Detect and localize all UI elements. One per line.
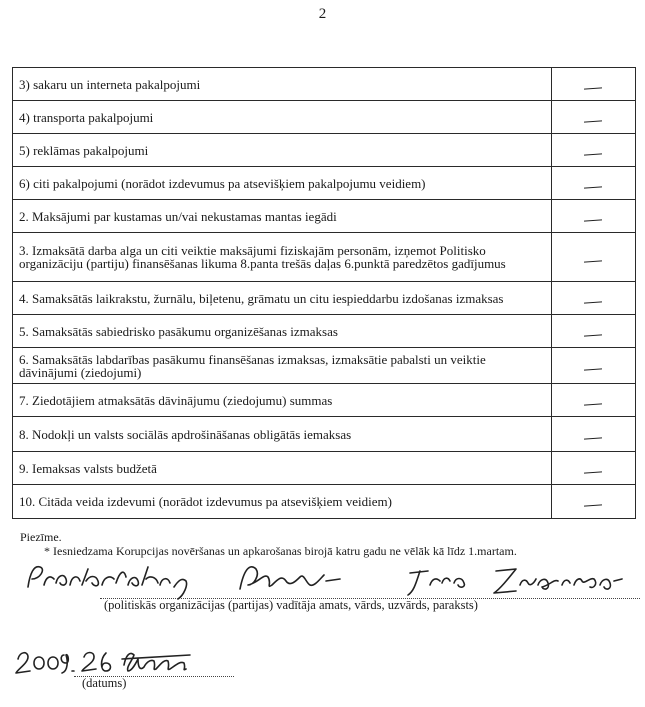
dash-mark — [584, 219, 602, 221]
handwritten-signature — [10, 555, 635, 603]
row-value — [551, 348, 635, 384]
row-value — [551, 417, 635, 452]
row-label: 4) transporta pakalpojumi — [13, 101, 552, 134]
row-value — [551, 315, 635, 348]
signature-block — [10, 555, 635, 615]
row-label: 6. Samaksātās labdarības pasākumu finansēšanas izmaksas, izmaksātie pabalsti un veiktie dāvinājumi (ziedojumi) — [13, 348, 552, 384]
page-number: 2 — [318, 6, 327, 22]
row-label: 7. Ziedotājiem atmaksātās dāvinājumu (ziedojumu) summas — [13, 384, 552, 417]
dash-mark — [584, 504, 602, 506]
dash-mark — [584, 87, 602, 89]
row-label: 4. Samaksātās laikrakstu, žurnālu, biļetenu, grāmatu un citu iespieddarbu izdošanas izmaksas — [13, 282, 552, 315]
row-label: 3) sakaru un interneta pakalpojumi — [13, 68, 552, 101]
table-row — [13, 282, 636, 315]
dash-mark — [584, 120, 602, 122]
table-row — [13, 452, 636, 485]
table-row — [13, 315, 636, 348]
row-value — [551, 134, 635, 167]
signature-caption: (politiskās organizācijas (partijas) vadītāja amats, vārds, uzvārds, paraksts) — [104, 598, 478, 612]
handwritten-date — [14, 645, 274, 679]
dash-mark — [584, 368, 602, 370]
row-value — [551, 485, 635, 519]
row-value — [551, 68, 635, 101]
dash-mark — [584, 334, 602, 336]
footnote-text: * Iesniedzama Korupcijas novēršanas un apkarošanas birojā katru gadu ne vēlāk kā līdz 1.martam. — [44, 544, 517, 558]
row-value — [551, 167, 635, 200]
row-value — [551, 384, 635, 417]
row-label: 2. Maksājumi par kustamas un/vai nekustamas mantas iegādi — [13, 200, 552, 233]
table-row — [13, 167, 636, 200]
row-value — [551, 101, 635, 134]
dash-mark — [584, 403, 602, 405]
row-value — [551, 452, 635, 485]
dash-mark — [584, 471, 602, 473]
row-label: 9. Iemaksas valsts budžetā — [13, 452, 552, 485]
table-row — [13, 485, 636, 519]
table-row — [13, 417, 636, 452]
table-row — [13, 200, 636, 233]
row-label: 5) reklāmas pakalpojumi — [13, 134, 552, 167]
date-caption: (datums) — [82, 676, 127, 690]
row-label: 3. Izmaksātā darba alga un citi veiktie maksājumi fiziskajām personām, izņemot Politisko organizāciju (partiju) finansēšanas likuma 8.panta trešās daļas 6.punktā paredzētos gadījumus — [13, 233, 552, 282]
row-value — [551, 200, 635, 233]
table-row — [13, 384, 636, 417]
dash-mark — [584, 153, 602, 155]
dash-mark — [584, 260, 602, 262]
table-row — [13, 134, 636, 167]
row-label: 8. Nodokļi un valsts sociālās apdrošināšanas obligātās iemaksas — [13, 417, 552, 452]
table-row — [13, 101, 636, 134]
row-label: 10. Citāda veida izdevumi (norādot izdevumus pa atsevišķiem veidiem) — [13, 485, 552, 519]
row-label: 6) citi pakalpojumi (norādot izdevumus pa atsevišķiem pakalpojumu veidiem) — [13, 167, 552, 200]
footnote-heading: Piezīme. — [20, 530, 62, 544]
footnote — [20, 530, 517, 558]
table-row — [13, 233, 636, 282]
table-row — [13, 348, 636, 384]
table-row — [13, 68, 636, 101]
row-value — [551, 282, 635, 315]
dash-mark — [584, 437, 602, 439]
expenses-table — [12, 67, 636, 519]
dash-mark — [584, 301, 602, 303]
date-block — [14, 645, 274, 700]
row-value — [551, 233, 635, 282]
dash-mark — [584, 186, 602, 188]
row-label: 5. Samaksātās sabiedrisko pasākumu organizēšanas izmaksas — [13, 315, 552, 348]
